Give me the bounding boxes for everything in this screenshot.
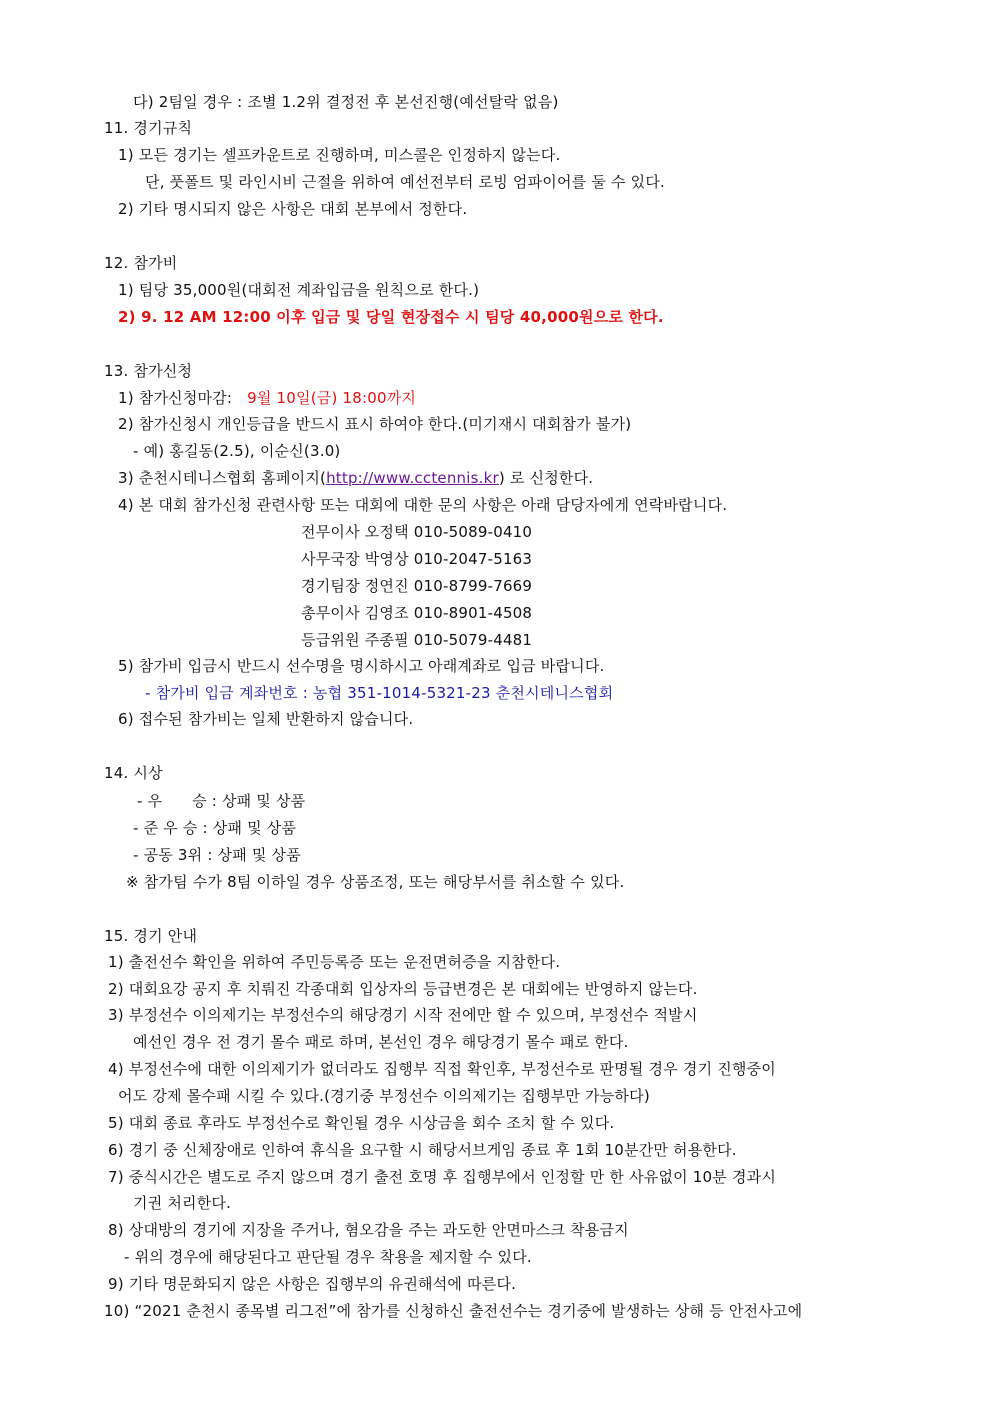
text-line: 2) 참가신청시 개인등급을 반드시 표시 하여야 한다.(미기재시 대회참가 불가): [118, 415, 632, 433]
contact-line: 전무이사 오정택 010-5089-0410: [301, 523, 533, 541]
text-line: 1) 팀당 35,000원(대회전 계좌입금을 원칙으로 한다.): [118, 281, 480, 299]
text-line: 3) 부정선수 이의제기는 부정선수의 해당경기 시작 전에만 할 수 있으며, 부정선수 적발시: [108, 1006, 698, 1024]
award-line: - 준 우 승 : 상패 및 상품: [133, 819, 297, 837]
text-line: 5) 참가비 입금시 반드시 선수명을 명시하시고 아래계좌로 입금 바랍니다.: [118, 657, 605, 675]
section-heading-rules: 11. 경기규칙: [104, 119, 193, 137]
text-line: 단, 풋폴트 및 라인시비 근절을 위하여 예선전부터 로빙 엄파이어를 둘 수 있다.: [145, 173, 665, 191]
section-heading-fee: 12. 참가비: [104, 254, 178, 272]
section-heading-registration: 13. 참가신청: [104, 362, 193, 380]
text-line: 예선인 경우 전 경기 몰수 패로 하며, 본선인 경우 해당경기 몰수 패로 한다.: [133, 1033, 629, 1051]
text-line: 8) 상대방의 경기에 지장을 주거나, 혐오감을 주는 과도한 안면마스크 착용금지: [108, 1221, 629, 1239]
contact-line: 사무국장 박영상 010-2047-5163: [301, 550, 533, 568]
contact-line: 총무이사 김영조 010-8901-4508: [301, 604, 533, 622]
contact-line: 등급위원 주종필 010-5079-4481: [301, 631, 533, 649]
bank-account-line: - 참가비 입금 계좌번호 : 농협 351-1014-5321-23 춘천시테니스협회: [145, 684, 614, 702]
section-heading-guide: 15. 경기 안내: [104, 927, 198, 945]
text-line: [118, 468, 593, 488]
homepage-prefix: 3) 춘천시테니스협회 홈페이지(: [118, 469, 327, 487]
section-heading-awards: 14. 시상: [104, 764, 163, 782]
award-line: - 우 승 : 상패 및 상품: [137, 792, 306, 810]
text-line: 10) “2021 춘천시 종목별 리그전”에 참가를 신청하신 출전선수는 경기중에 발생하는 상해 등 안전사고에: [104, 1302, 803, 1320]
text-line: 5) 대회 종료 후라도 부정선수로 확인될 경우 시상금을 회수 조치 할 수 있다.: [108, 1114, 615, 1132]
text-line: [118, 388, 416, 408]
text-line: 4) 본 대회 참가신청 관련사항 또는 대회에 대한 문의 사항은 아래 담당자에게 연락바랍니다.: [118, 496, 728, 514]
late-fee-notice: 2) 9. 12 AM 12:00 이후 입금 및 당일 현장접수 시 팀당 40,000원으로 한다.: [118, 308, 664, 326]
contact-line: 경기팀장 정연진 010-8799-7669: [301, 577, 533, 595]
text-line: ※ 참가팀 수가 8팀 이하일 경우 상품조정, 또는 해당부서를 취소할 수 있다.: [126, 873, 625, 891]
text-line: 2) 기타 명시되지 않은 사항은 대회 본부에서 정한다.: [118, 200, 468, 218]
text-line: 1) 출전선수 확인을 위하여 주민등록증 또는 운전면허증을 지참한다.: [108, 953, 561, 971]
deadline-date: 9월 10일(금) 18:00까지: [247, 389, 417, 407]
text-line: 2) 대회요강 공지 후 치뤄진 각종대회 입상자의 등급변경은 본 대회에는 반영하지 않는다.: [108, 980, 698, 998]
text-line: 다) 2팀일 경우 : 조별 1.2위 결정전 후 본선진행(예선탈락 없음): [133, 93, 559, 111]
homepage-suffix: ) 로 신청한다.: [498, 469, 594, 487]
award-line: - 공동 3위 : 상패 및 상품: [133, 846, 301, 864]
text-line: - 위의 경우에 해당된다고 판단될 경우 착용을 제지할 수 있다.: [124, 1248, 532, 1266]
text-line: 4) 부정선수에 대한 이의제기가 없더라도 집행부 직접 확인후, 부정선수로 판명될 경우 경기 진행중이: [108, 1060, 776, 1078]
deadline-label: 1) 참가신청마감:: [118, 389, 233, 407]
homepage-link[interactable]: http://www.cctennis.kr: [326, 469, 499, 487]
text-line: 6) 경기 중 신체장애로 인하여 휴식을 요구할 시 해당서브게임 종료 후 1회 10분간만 허용한다.: [108, 1141, 737, 1159]
text-line: 기권 처리한다.: [133, 1194, 232, 1212]
text-line: - 예) 홍길동(2.5), 이순신(3.0): [133, 442, 341, 460]
text-line: 9) 기타 명문화되지 않은 사항은 집행부의 유권해석에 따른다.: [108, 1275, 517, 1293]
text-line: 7) 중식시간은 별도로 주지 않으며 경기 출전 호명 후 집행부에서 인정할 만 한 사유없이 10분 경과시: [108, 1168, 777, 1186]
text-line: 어도 강제 몰수패 시킬 수 있다.(경기중 부정선수 이의제기는 집행부만 가능하다): [118, 1087, 650, 1105]
text-line: 6) 접수된 참가비는 일체 반환하지 않습니다.: [118, 710, 414, 728]
text-line: 1) 모든 경기는 셀프카운트로 진행하며, 미스콜은 인정하지 않는다.: [118, 146, 561, 164]
